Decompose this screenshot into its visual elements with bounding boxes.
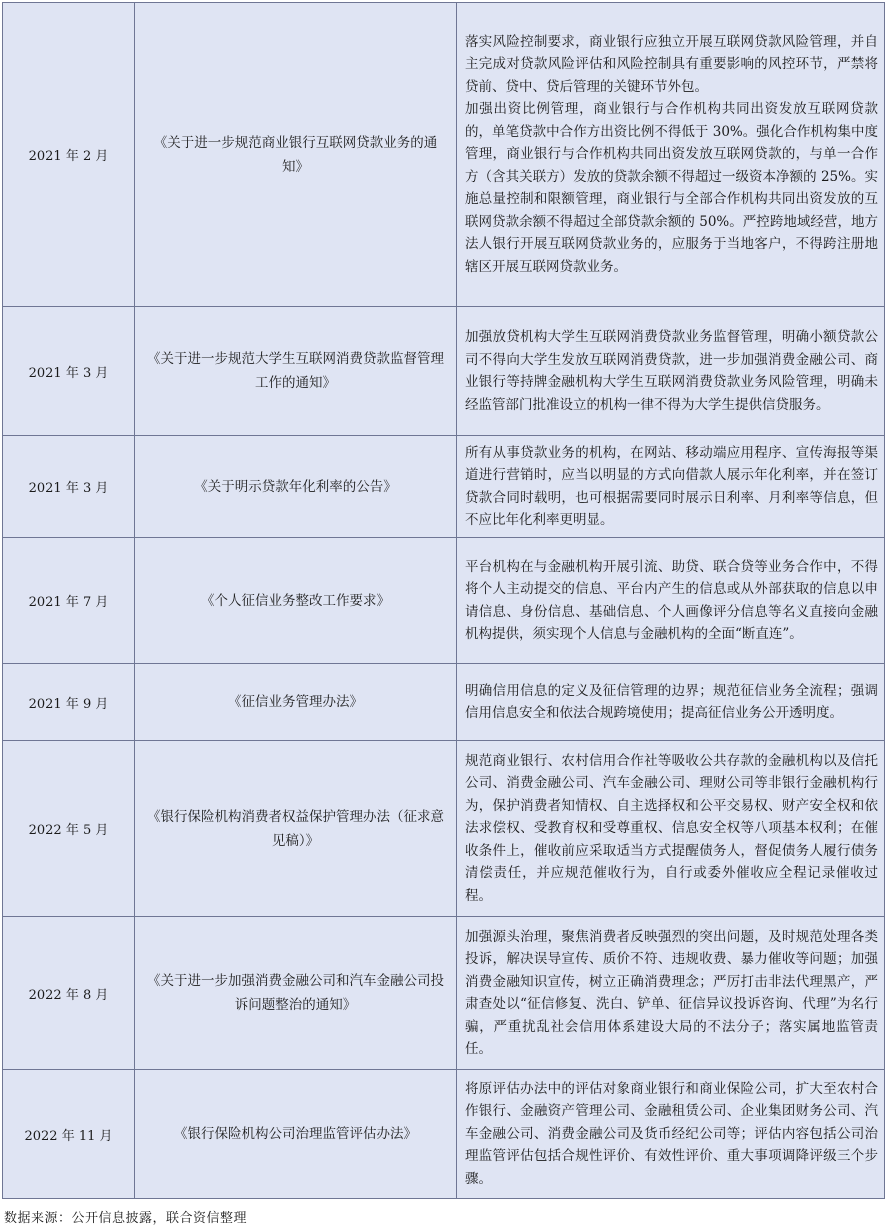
table-row (3, 3, 885, 307)
summary-paragraph: 所有从事贷款业务的机构，在网站、移动端应用程序、宣传海报等渠道进行营销时，应当以明显的方式向借款人展示年化利率，并在签订贷款合同时载明，也可根据需要同时展示日利率、月利率等信息，但不应比年化利率更明显。 (465, 444, 878, 528)
regulation-summary (457, 1070, 885, 1199)
regulation-summary (457, 538, 885, 664)
regulation-summary (457, 436, 885, 538)
summary-paragraph: 将原评估办法中的评估对象商业银行和商业保险公司，扩大至农村合作银行、金融资产管理公司、金融租赁公司、企业集团财务公司、汽车金融公司、消费金融公司及货币经纪公司等；评估内容包括公司治理监管评估包括合规性评价、有效性评价、重大事项调降评级三个步骤。 (465, 1080, 878, 1187)
regulation-name: 《银行保险机构公司治理监管评估办法》 (135, 1070, 457, 1199)
row-date: 2022 年 8 月 (3, 917, 135, 1070)
regulation-summary (457, 741, 885, 917)
summary-paragraph: 规范商业银行、农村信用合作社等吸收公共存款的金融机构以及信托公司、消费金融公司、汽车金融公司、理财公司等非银行金融机构行为，保护消费者知情权、自主选择权和公平交易权、财产安全权和依法求偿权、受教育权和受尊重权、信息安全权等八项基本权利；在催收条件上，催收前应采取适当方式提醒债务人，督促债务人履行债务清偿责任，并应规范催收行为，自行或委外催收应全程记录催收过程。 (465, 752, 878, 904)
regulation-name: 《关于进一步规范商业银行互联网贷款业务的通知》 (135, 3, 457, 307)
regulation-summary (457, 917, 885, 1070)
table-row (3, 436, 885, 538)
summary-paragraph: 加强出资比例管理，商业银行与合作机构共同出资发放互联网贷款的，单笔贷款中合作方出资比例不得低于 30%。强化合作机构集中度管理，商业银行与合作机构共同出资发放互联网贷款的，与单一合作方（含其关联方）发放的贷款余额不得超过一级资本净额的 25%。实施总量控制和限额管理，商业银行与全部合作机构共同出资发放的互联网贷款余额不得超过全部贷款余额的 50%。严控跨地域经营，地方法人银行开展互联网贷款业务的，应服务于当地客户，不得跨注册地辖区开展互联网贷款业务。 (465, 101, 878, 275)
regulation-name: 《关于进一步规范大学生互联网消费贷款监督管理工作的通知》 (135, 307, 457, 436)
summary-paragraph: 加强放贷机构大学生互联网消费贷款业务监督管理，明确小额贷款公司不得向大学生发放互联网消费贷款，进一步加强消费金融公司、商业银行等持牌金融机构大学生互联网消费贷款业务风险管理，明确未经监管部门批准设立的机构一律不得为大学生提供信贷服务。 (465, 329, 878, 413)
table-row (3, 538, 885, 664)
table-row (3, 917, 885, 1070)
row-date: 2021 年 7 月 (3, 538, 135, 664)
policy-table-body (3, 3, 885, 1199)
row-date: 2022 年 11 月 (3, 1070, 135, 1199)
table-row (3, 1070, 885, 1199)
regulation-name: 《银行保险机构消费者权益保护管理办法（征求意见稿）》 (135, 741, 457, 917)
summary-paragraph: 明确信用信息的定义及征信管理的边界；规范征信业务全流程；强调信用信息安全和依法合规跨境使用；提高征信业务公开透明度。 (465, 682, 878, 721)
regulation-name: 《关于明示贷款年化利率的公告》 (135, 436, 457, 538)
row-date: 2021 年 3 月 (3, 436, 135, 538)
regulation-summary (457, 3, 885, 307)
data-source-note: 数据来源：公开信息披露，联合资信整理 (4, 1211, 248, 1226)
summary-paragraph: 平台机构在与金融机构开展引流、助贷、联合贷等业务合作中，不得将个人主动提交的信息、平台内产生的信息或从外部获取的信息以申请信息、身份信息、基础信息、个人画像评分信息等名义直接向金融机构提供，须实现个人信息与金融机构的全面“断直连”。 (465, 558, 878, 642)
row-date: 2021 年 3 月 (3, 307, 135, 436)
row-date: 2021 年 9 月 (3, 664, 135, 741)
table-row (3, 741, 885, 917)
regulation-name: 《征信业务管理办法》 (135, 664, 457, 741)
row-date: 2021 年 2 月 (3, 3, 135, 307)
row-date: 2022 年 5 月 (3, 741, 135, 917)
regulation-summary (457, 307, 885, 436)
summary-paragraph: 加强源头治理，聚焦消费者反映强烈的突出问题，及时规范处理各类投诉，解决误导宣传、质价不符、违规收费、暴力催收等问题；加强消费金融知识宣传，树立正确消费理念；严厉打击非法代理黑产，严肃查处以“征信修复、洗白、铲单、征信异议投诉咨询、代理”为名行骗，严重扰乱社会信用体系建设大局的不法分子；落实属地监管责任。 (465, 928, 878, 1057)
policy-table (2, 2, 885, 1199)
table-row (3, 664, 885, 741)
table-row (3, 307, 885, 436)
regulation-name: 《个人征信业务整改工作要求》 (135, 538, 457, 664)
regulation-summary (457, 664, 885, 741)
summary-paragraph: 落实风险控制要求，商业银行应独立开展互联网贷款风险管理，并自主完成对贷款风险评估和风险控制具有重要影响的风控环节，严禁将贷前、贷中、贷后管理的关键环节外包。 (465, 33, 878, 95)
regulation-name: 《关于进一步加强消费金融公司和汽车金融公司投诉问题整治的通知》 (135, 917, 457, 1070)
